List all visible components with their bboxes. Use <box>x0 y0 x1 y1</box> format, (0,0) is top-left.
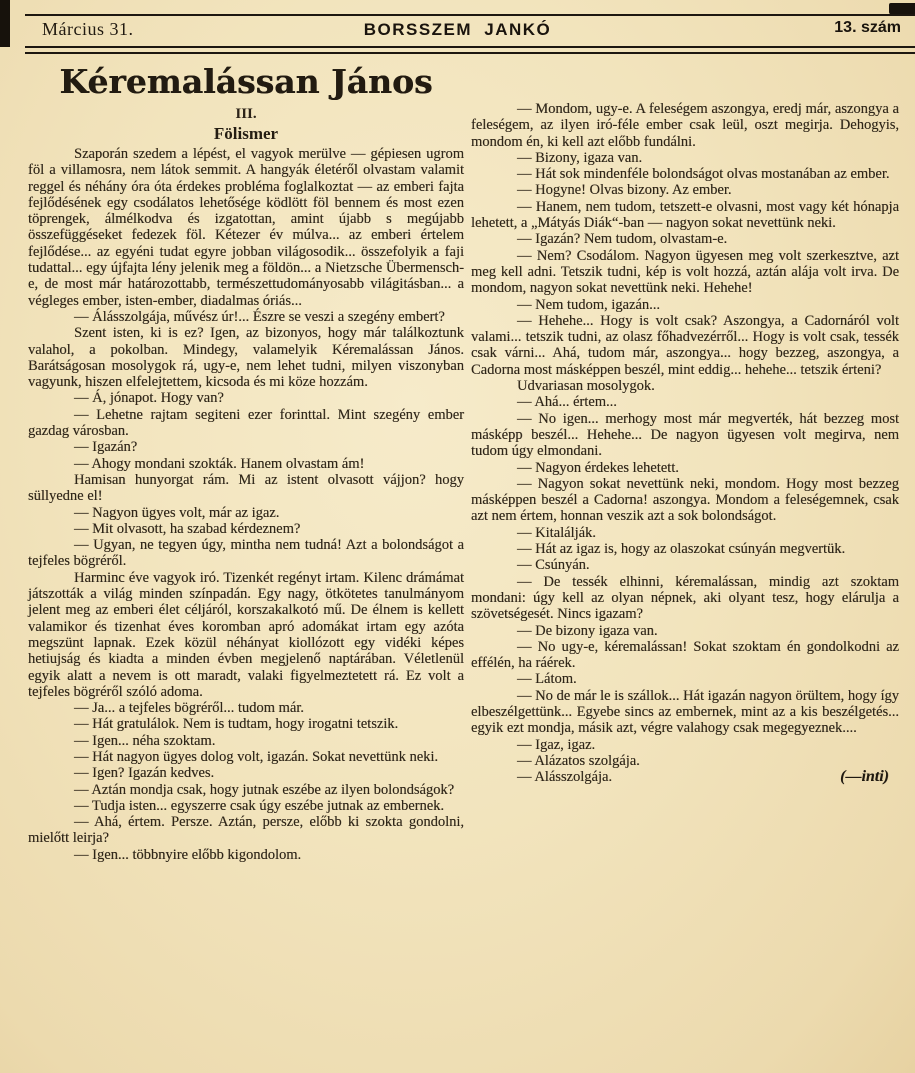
paragraph: Szaporán szedem a lépést, el vagyok merülve — gépiesen ugrom föl a villamosra, nem látok semmit. A hangyák életéről olvastam valamit reggel és néhány óra óta érdekes probléma foglalkoztat — az emberi fajta fejlődésének egy csodálatos lehetősége ködlött föl bennem és most ezen töprengek, álmélkodva és izgatottan, amint újabb s megújabb összefüggéseket fedezek föl. Kétezer év múlva... az emberi értelem fejlődése... az egyéni tudat egyre jobban világosodik... összefolyik a faji tudattal... egy újfajta lény jelenik meg a földön... a Nietzsche Übermensch-e, de most már határozottabb, természettudományosabb világitásban... a végleges ember, isten-ember, diadalmas óriás... <box>28 146 464 309</box>
right-column-text <box>471 101 899 785</box>
paragraph: — Aztán mondja csak, hogy jutnak eszébe az ilyen bolondságok? <box>74 781 455 798</box>
paragraph: — Hát nagyon ügyes dolog volt, igazán. Sokat nevettünk neki. <box>74 748 439 765</box>
paragraph: — De tessék elhinni, kéremalássan, mindig azt szoktam mondani: úgy kell az olyan népnek, aki olyant tesz, hogy elárulja a szövetségesét. Nincs igazam? <box>471 573 899 623</box>
paragraph: — Igaz, igaz. <box>517 736 596 753</box>
paragraph: — Ahogy mondani szokták. Hanem olvastam ám! <box>74 455 365 472</box>
paragraph: Udvariasan mosolygok. <box>517 378 655 395</box>
paragraph: — Á, jónapot. Hogy van? <box>74 390 224 407</box>
paragraph: — De bizony igaza van. <box>517 622 658 639</box>
paragraph: — Igen... többnyire előbb kigondolom. <box>74 846 302 863</box>
header-bottom-rule-thin <box>25 52 915 54</box>
paragraph: — Igazán? <box>74 439 138 456</box>
article-title: Kéremalássan János <box>59 62 433 101</box>
paragraph: — Ugyan, ne tegyen úgy, mintha nem tudná! Azt a bolondságot a tejfeles bögréről. <box>28 537 464 570</box>
article-subtitle: Fölismer <box>213 124 279 143</box>
paragraph: Harminc éve vagyok iró. Tizenkét regényt irtam. Kilenc drámámat játszották a világ minden színpadán. Egy nagy, ötkötetes tanulmányom jelent meg az emberi élet céljáról, korszakalkotó mű. De élnem is kellett valamikor és tizenhat éves koromban apró adomákat irtam egy azóta megszünt lapnak. Ezek közül néhányat kiollózott egy vidéki képes hetiujság és kiadta a minden évben megjelenő naptárában. Véletlenül egyik alatt a nevem is ott maradt, valaki figyelmeztetett rá. Ez volt a tejfeles bögréről szóló adoma. <box>28 569 464 700</box>
paragraph: — No de már le is szállok... Hát igazán nagyon örültem, hogy így elbeszélgettünk... Egyebe sincs az embernek, mint az a kis beszélgetés... egyik ezt mondja, másik azt, végre valahogy csak megegyeznek.... <box>471 687 899 737</box>
paragraph: — No ugy-e, kéremalássan! Sokat szoktam én gondolkodni az effélén, ha ráérek. <box>471 638 899 672</box>
paragraph: Szent isten, ki is ez? Igen, az bizonyos, hogy már találkoztunk valahol, a pokolban. Mindegy, valamelyik Kéremalássan János. Barátságosan mosolygok rá, ugy-e, nem lehet tudni, milyen viszonyban vagyunk, hiszen elfelejtettem, kicsoda és mi köze hozzám. <box>28 325 464 391</box>
paragraph: — Mit olvasott, ha szabad kérdeznem? <box>74 520 301 537</box>
paragraph: Hamisan hunyorgat rám. Mi az istent olvasott vájjon? hogy süllyedne el! <box>28 471 464 505</box>
paragraph: — Látom. <box>517 671 577 688</box>
paragraph: — Nagyon sokat nevettünk neki, mondom. Hogy most bezzeg másképpen beszél a Cadorna! aszongya. Mondom a feleségemnek, csak azt nem értem, honnan veszik azt a sok bolondságot. <box>471 475 899 525</box>
paragraph: — Alázatos szolgája. <box>517 752 640 769</box>
paragraph: — Igen... néha szoktam. <box>74 732 216 749</box>
paragraph: — Ahá, értem. Persze. Aztán, persze, előbb ki szokta gondolni, mielőtt leirja? <box>28 814 464 847</box>
masthead: BORSSZEM JANKÓ <box>363 20 552 39</box>
paragraph: — No igen... merhogy most már megverték, hát bezzeg most másképp beszél... Hehehe... De nagyon ügyesen volt megirva, nem tudom úgy elmondani. <box>471 410 899 460</box>
header-bottom-rule <box>25 46 915 51</box>
issue-number: 13. szám <box>834 19 901 36</box>
paragraph: — Hehehe... Hogy is volt csak? Aszongya, a Cadornáról volt valami... tetszik tudni, az olasz főhadvezérről... Hogy is volt csak, tessék csak várni... Ahá, tudom már, aszongya... hogy bezzeg, aszongya, a Cadorna most másképpen beszél, mint eddig... hehehe... tetszik érteni? <box>471 312 899 378</box>
paragraph: — Hát az igaz is, hogy az olaszokat csúnyán megvertük. <box>517 541 846 558</box>
author-signature: (—inti) <box>840 768 889 786</box>
right-column <box>471 101 899 785</box>
paragraph: — Igazán? Nem tudom, olvastam-e. <box>517 231 728 248</box>
paragraph: — Igen? Igazán kedves. <box>74 765 215 782</box>
paragraph: — Mondom, ugy-e. A feleségem aszongya, eredj már, aszongya a feleségem, az ilyen iró-féle ember csak leül, oszt megirja. Dehogyis, mondom én, ki kell azt előbb fundálni. <box>471 101 899 150</box>
paragraph: — Tudja isten... egyszerre csak úgy eszébe jutnak az embernek. <box>74 797 445 814</box>
paragraph: — Álásszolgája, művész úr!... Észre se veszi a szegény embert? <box>74 308 445 325</box>
paragraph: — Hogyne! Olvas bizony. Az ember. <box>517 182 732 199</box>
paragraph: — Csúnyán. <box>517 557 590 574</box>
paragraph: — Ja... a tejfeles bögréről... tudom már. <box>74 700 304 717</box>
paragraph: — Hát gratulálok. Nem is tudtam, hogy irogatni tetszik. <box>74 716 399 733</box>
paragraph: — Nagyon ügyes volt, már az igaz. <box>74 504 280 521</box>
paragraph: — Hanem, nem tudom, tetszett-e olvasni, most vagy két hónapja lehetett, a „Mátyás Diák“-ban — nagyon sokat nevettünk neki. <box>471 198 899 232</box>
paragraph: — Alásszolgája. <box>517 769 613 786</box>
article-part-number: III. <box>235 106 257 122</box>
paragraph: — Nagyon érdekes lehetett. <box>517 459 679 476</box>
header-top-rule <box>25 14 915 16</box>
paragraph: — Bizony, igaza van. <box>517 149 643 166</box>
issue-date: Március 31. <box>42 19 134 39</box>
paragraph: — Nem tudom, igazán... <box>517 296 660 313</box>
paragraph: — Lehetne rajtam segiteni ezer forinttal. Mint szegény ember gazdag városban. <box>28 406 464 440</box>
left-column <box>28 146 464 863</box>
paragraph: — Kitalálják. <box>517 524 596 541</box>
paragraph: — Hát sok mindenféle bolondságot olvas mostanában az ember. <box>517 166 890 183</box>
paragraph: — Nem? Csodálom. Nagyon ügyesen meg volt szerkesztve, azt meg kell adni. Tetszik tudni, kép is volt hozzá, aztán alája volt irva. De mondom, nagyon sokat nevettünk neki. Hehehe! <box>471 247 899 297</box>
paragraph: — Ahá... értem... <box>517 394 617 411</box>
